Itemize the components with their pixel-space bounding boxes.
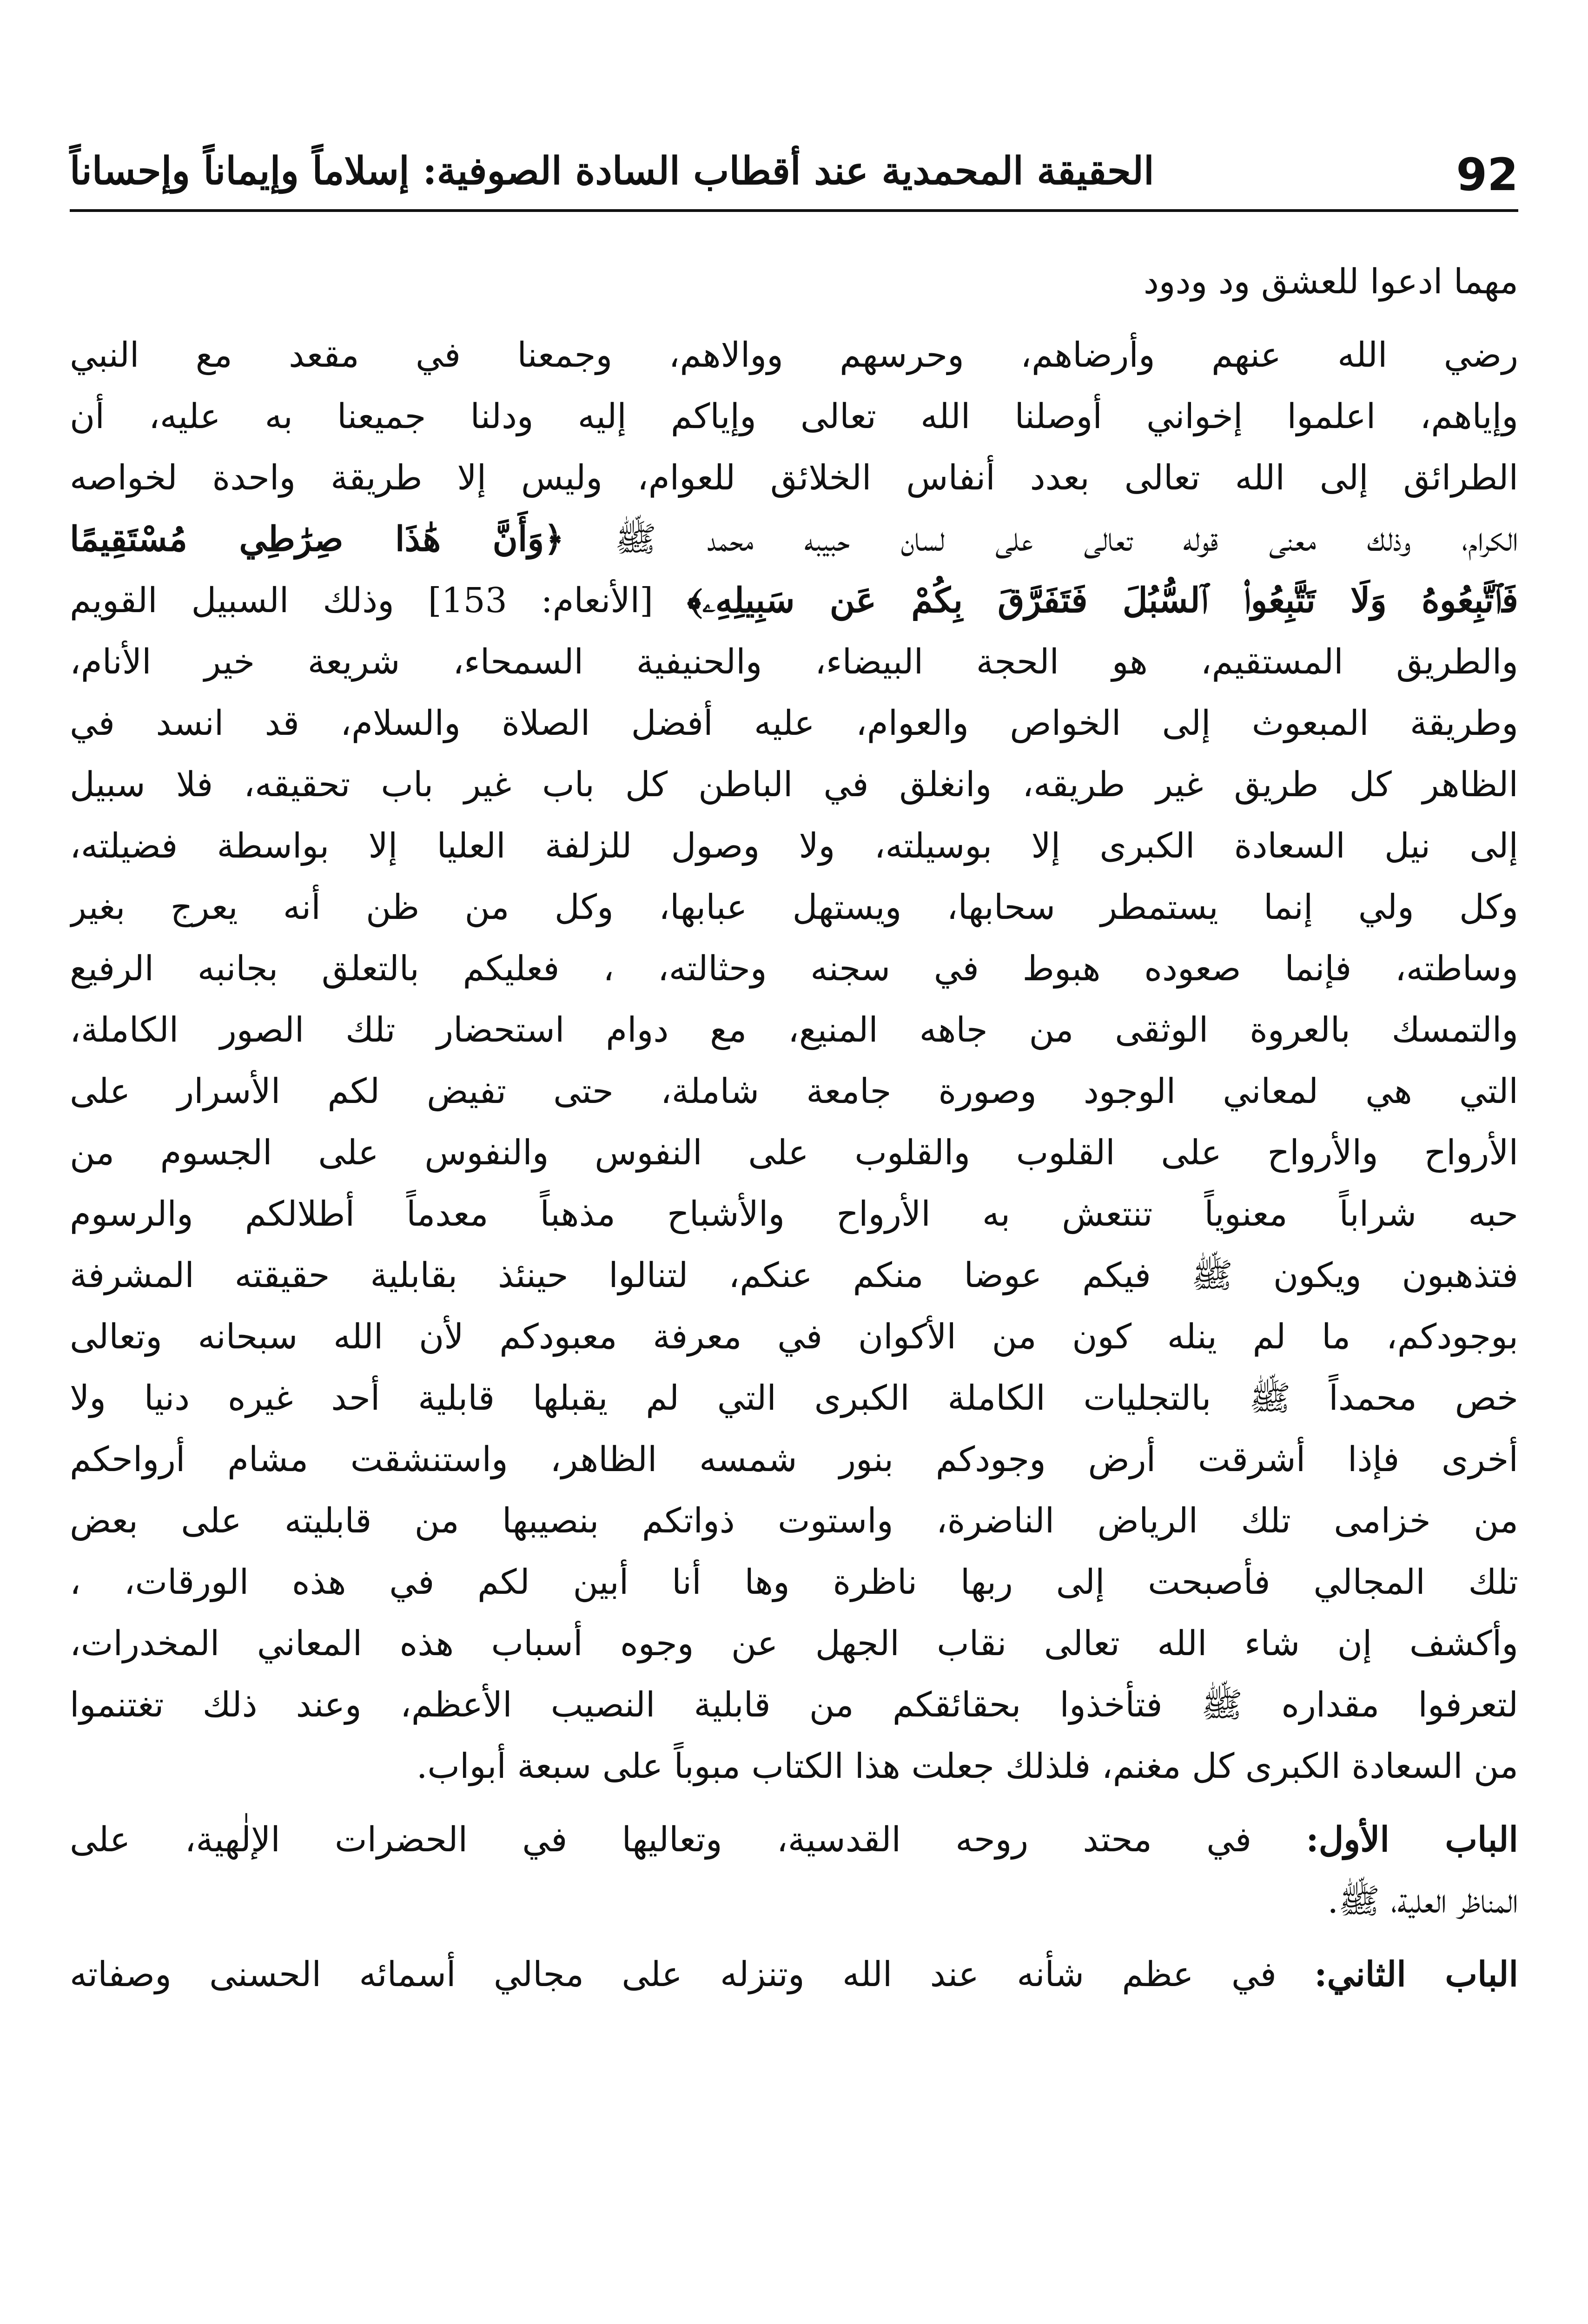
text-line: المناظر العلية، ﷺ. — [1327, 1881, 1518, 1921]
text-line: والتمسك بالعروة الوثقى من جاهه المنيع، مع دوام استحضار تلك الصور الكاملة، — [70, 1010, 1518, 1050]
text-line: وطريقة المبعوث إلى الخواص والعوام، عليه أفضل الصلاة والسلام، قد انسد في — [70, 703, 1518, 743]
text-line: التي هي لمعاني الوجود وصورة جامعة شاملة، حتى تفيض لكم الأسرار على — [70, 1071, 1518, 1111]
text-line: والطريق المستقيم، هو الحجة البيضاء، والحنيفية السمحاء، شريعة خير الأنام، — [70, 642, 1518, 682]
text-segment: الكرام، وذلك معنى قوله تعالى على لسان حبيبه محمد ﷺ — [564, 519, 1518, 559]
chapter-2-text: في عظم شأنه عند الله وتنزله على مجالي أسمائه الحسنى وصفاته — [70, 1954, 1315, 1994]
chapter-1-entry — [70, 1809, 1518, 1932]
text-line: فتذهبون ويكون ﷺ فيكم عوضا منكم عنكم، لتنالوا حينئذ بقابلية حقيقته المشرفة — [70, 1255, 1518, 1295]
text-line: خص محمداً ﷺ بالتجليات الكاملة الكبرى التي لم يقبلها قابلية أحد غيره دنيا ولا — [70, 1378, 1518, 1418]
text-line: الظاهر كل طريق غير طريقه، وانغلق في الباطن كل باب غير باب تحقيقه، فلا سبيل — [70, 765, 1518, 805]
text-line — [70, 1809, 1518, 1870]
text-line: الطرائق إلى الله تعالى بعدد أنفاس الخلائق للعوام، وليس إلا طريقة واحدة لخواصه — [70, 458, 1518, 498]
text-line: وكل ولي إنما يستمطر سحابها، ويستهل عبابها، وكل من ظن أنه يعرج بغير — [70, 887, 1518, 927]
text-line: من السعادة الكبرى كل مغنم، فلذلك جعلت هذا الكتاب مبوباً على سبعة أبواب. — [416, 1746, 1518, 1786]
text-line: وإياهم، اعلموا إخواني أوصلنا الله تعالى وإياكم إليه ودلنا جميعنا به عليه، أن — [70, 396, 1518, 436]
text-line-with-verse — [70, 508, 1518, 570]
text-line: رضي الله عنهم وأرضاهم، وحرسهم ووالاهم، وجمعنا في مقعد مع النبي — [70, 335, 1518, 375]
chapter-2-entry — [70, 1944, 1518, 2005]
text-line — [70, 1944, 1518, 2005]
text-line: بوجودكم، ما لم ينله كون من الأكوان في معرفة معبودكم لأن الله سبحانه وتعالى — [70, 1317, 1518, 1357]
chapter-2-label: الباب الثاني: — [1314, 1954, 1518, 1994]
page-header — [70, 116, 1518, 212]
quran-verse: ﴿وَأَنَّ هَٰذَا صِرَٰطِي مُسْتَقِيمًا — [70, 519, 564, 559]
text-line: إلى نيل السعادة الكبرى إلا بوسيلته، ولا وصول للزلفة العليا إلا بواسطة فضيلته، — [70, 826, 1518, 866]
text-line: وأكشف إن شاء الله تعالى نقاب الجهل عن وجوه أسباب هذه المعاني المخدرات، — [70, 1624, 1518, 1664]
text-line: الأرواح والأرواح على القلوب والقلوب على النفوس والنفوس على الجسوم من — [70, 1133, 1518, 1173]
text-line: حبه شراباً معنوياً تنتعش به الأرواح والأشباح مذهباً معدماً أطلالكم والرسوم — [70, 1194, 1518, 1234]
text-segment: وذلك السبيل القويم — [70, 581, 394, 621]
running-title: الحقيقة المحمدية عند أقطاب السادة الصوفية: إسلاماً وإيماناً وإحساناً — [70, 149, 1154, 193]
body-text — [70, 251, 1518, 2005]
text-line: أخرى فإذا أشرقت أرض وجودكم بنور شمسه الظاهر، واستنشقت مشام أرواحكم — [70, 1439, 1518, 1479]
page-number: 92 — [1456, 149, 1518, 201]
chapter-1-text: في محتد روحه القدسية، وتعاليها في الحضرات الإلٰهية، على — [70, 1820, 1306, 1860]
text-line: وساطته، فإنما صعوده هبوط في سجنه وحثالته، ، فعليكم بالتعلق بجانبه الرفيع — [70, 949, 1518, 989]
verse-citation: [الأنعام: 153] — [394, 581, 687, 621]
text-line-with-verse — [70, 570, 1518, 631]
quran-verse: فَٱتَّبِعُوهُ وَلَا تَتَّبِعُوا۟ ٱلسُّبُلَ فَتَفَرَّقَ بِكُمْ عَن سَبِيلِهِۦ﴾ — [687, 581, 1518, 621]
text-line: من خزامى تلك الرياض الناضرة، واستوت ذواتكم بنصيبها من قابليته على بعض — [70, 1501, 1518, 1541]
text-line: تلك المجالي فأصبحت إلى ربها ناظرة وها أنا أبين لكم في هذه الورقات، ، — [70, 1562, 1518, 1602]
text-line: لتعرفوا مقداره ﷺ فتأخذوا بحقائقكم من قابلية النصيب الأعظم، وعند ذلك تغتنموا — [70, 1685, 1518, 1725]
paragraph-1 — [70, 324, 1518, 1797]
chapter-1-label: الباب الأول: — [1306, 1820, 1518, 1860]
intro-line: مهما ادعوا للعشق ود ودود — [1143, 262, 1518, 302]
